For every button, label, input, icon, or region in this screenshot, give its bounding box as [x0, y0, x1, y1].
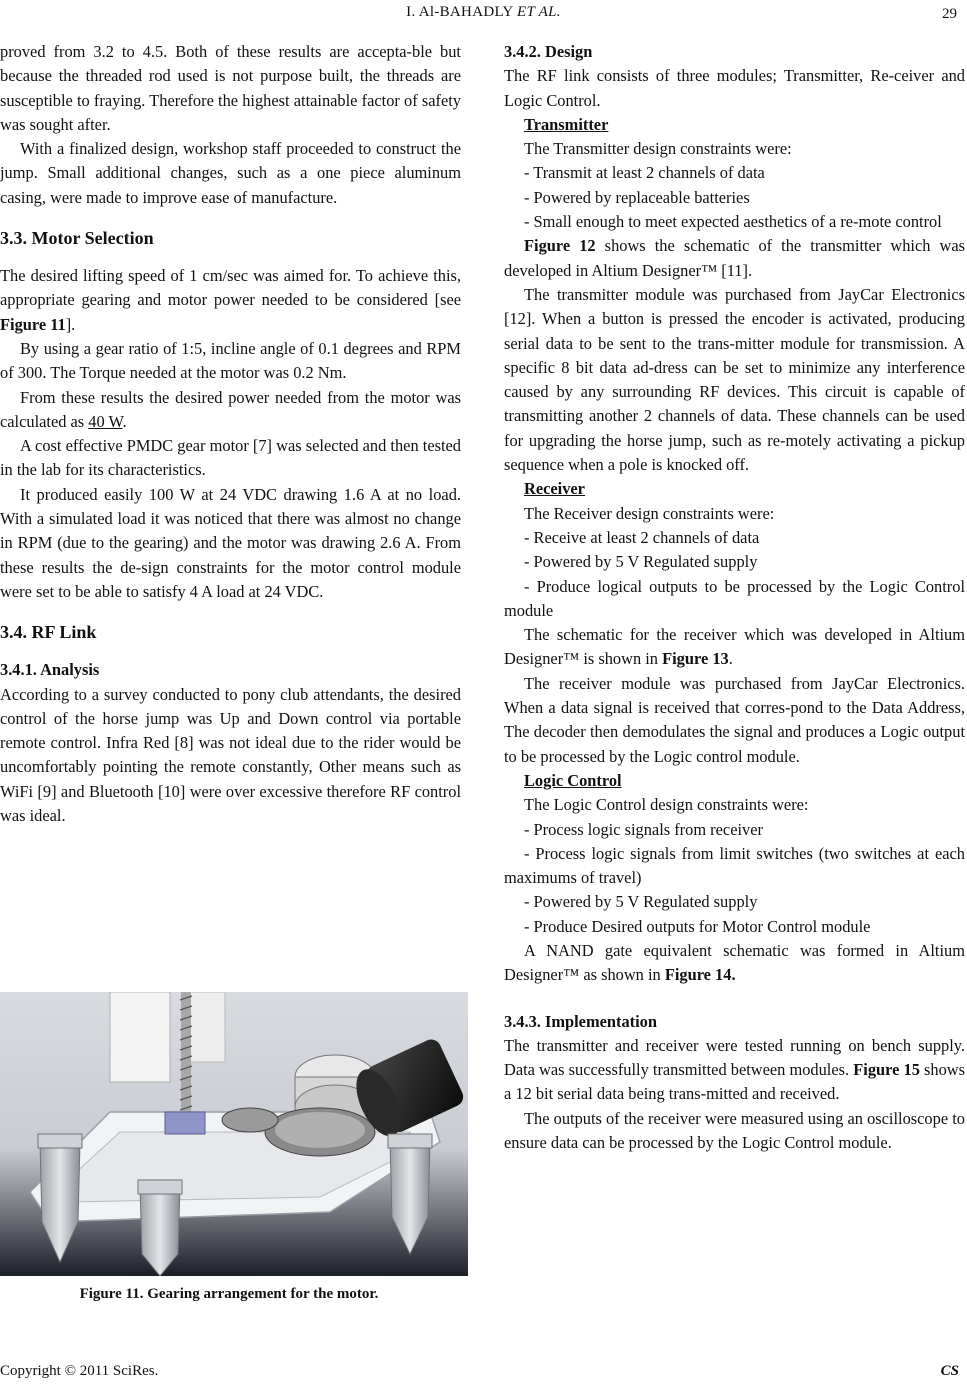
- figure-ref[interactable]: Figure 12: [524, 236, 596, 256]
- figure-ref[interactable]: Figure 11: [0, 314, 66, 334]
- subheading-transmitter: Transmitter: [524, 114, 609, 134]
- figure-ref[interactable]: Figure 15: [853, 1060, 920, 1080]
- paragraph: A NAND gate equivalent schematic was formed in Altium Designer™ as shown in Figure 14.: [504, 940, 965, 985]
- list-item: - Produce logical outputs to be processed by the Logic Control module: [504, 576, 965, 620]
- figure-11-image: [0, 992, 468, 1276]
- paragraph: By using a gear ratio of 1:5, incline angle of 0.1 degrees and RPM of 300. The Torque needed at the motor was 0.2 Nm.: [0, 338, 461, 383]
- paragraph: According to a survey conducted to pony club attendants, the desired control of the horse jump was Up and Down control via portable remote control. Infra Red [8] was not ideal due to the rider would be uncomfortably pointing the remote constantly, Other means such as WiFi [9] and Bluetooth [10] were over excessive therefore RF control was ideal.: [0, 684, 461, 826]
- list-item: - Powered by 5 V Regulated supply: [524, 892, 758, 912]
- paragraph: A cost effective PMDC gear motor [7] was selected and then tested in the lab for its characteristics.: [0, 436, 461, 480]
- subsection-heading: 3.4.3. Implementation: [504, 1011, 657, 1031]
- header-authors: I. Al-BAHADLY: [406, 4, 518, 20]
- footer: [0, 1363, 967, 1380]
- journal-abbrev: CS: [940, 1363, 959, 1379]
- list-item: - Small enough to meet expected aesthetics of a re-mote control: [524, 212, 942, 232]
- paragraph: The Logic Control design constraints were:: [524, 795, 809, 815]
- figure-ref[interactable]: Figure 14.: [664, 965, 736, 985]
- header-etal: ET AL.: [517, 4, 561, 20]
- list-item: - Process logic signals from receiver: [524, 819, 763, 839]
- paragraph: proved from 3.2 to 4.5. Both of these results are accepta-ble but because the threaded rod used is not purpose built, the threads are susceptible to fraying. Therefore the highest attainable factor of safety was sought after.: [0, 42, 461, 134]
- list-item: - Receive at least 2 channels of data: [524, 527, 760, 547]
- section-heading: 3.3. Motor Selection: [0, 228, 154, 249]
- list-item: - Powered by 5 V Regulated supply: [524, 552, 758, 572]
- subheading-logic-control: Logic Control: [524, 770, 622, 790]
- subheading-receiver: Receiver: [524, 479, 585, 499]
- list-item: - Powered by replaceable batteries: [524, 187, 750, 207]
- paragraph: Figure 12 shows the schematic of the transmitter which was developed in Altium Designer™ [11].: [504, 236, 965, 280]
- copyright: Copyright © 2011 SciRes.: [0, 1363, 159, 1379]
- figure-ref[interactable]: Figure 13: [662, 649, 729, 669]
- paragraph: The outputs of the receiver were measured using an oscilloscope to ensure data can be processed by the Logic Control module.: [504, 1108, 965, 1153]
- running-header: [0, 4, 967, 21]
- paragraph: The transmitter module was purchased from JayCar Electronics [12]. When a button is pressed the encoder is activated, producing serial data to be sent to the trans-mitter module for transmission. A specific 8 bit data ad-dress can be set to minimize any interference caused by any surrounding RF devices. This circuit is capable of transmitting another 2 channels of data. These channels can be used for upgrading the horse jump, such as re-motely activating a pickup sequence when a pole is knocked off.: [504, 284, 965, 475]
- paragraph: The Receiver design constraints were:: [524, 503, 775, 523]
- paragraph: It produced easily 100 W at 24 VDC drawing 1.6 A at no load. With a simulated load it was noticed that there was almost no change in RPM (due to the gearing) and the motor was drawing 2.6 A. From these results the de-sign constraints for the motor control module were set to be able to satisfy 4 A load at 24 VDC.: [0, 484, 461, 601]
- right-column: [504, 40, 965, 1155]
- paragraph: The RF link consists of three modules; Transmitter, Re-ceiver and Logic Control.: [504, 66, 965, 110]
- paragraph: The receiver module was purchased from JayCar Electronics. When a data signal is received that corres-pond to the Data Address, The decoder then demodulates the signal and produces a Logic output to be processed by the Logic control module.: [504, 673, 965, 766]
- paragraph: The schematic for the receiver which was developed in Altium Designer™ is shown in Figure 13.: [504, 625, 965, 669]
- page-number: 29: [942, 6, 957, 22]
- left-column: [0, 40, 461, 828]
- paragraph: From these results the desired power needed from the motor was calculated as 40 W.: [0, 387, 461, 431]
- subsection-heading: 3.4.1. Analysis: [0, 660, 100, 680]
- subsection-heading: 3.4.2. Design: [504, 42, 593, 61]
- figure-caption: Figure 11. Gearing arrangement for the motor.: [79, 1286, 379, 1302]
- list-item: - Produce Desired outputs for Motor Control module: [524, 916, 871, 936]
- section-heading: 3.4. RF Link: [0, 622, 97, 643]
- paragraph: The transmitter and receiver were tested running on bench supply. Data was successfully transmitted between modules. Figure 15 shows a 12 bit serial data being trans-mitted and received.: [504, 1035, 965, 1104]
- paragraph: With a finalized design, workshop staff proceeded to construct the jump. Small additional changes, such as a one piece aluminum casing, were made to improve ease of manufacture.: [0, 139, 461, 207]
- paragraph: The desired lifting speed of 1 cm/sec was aimed for. To achieve this, appropriate gearing and motor power needed to be considered [see Figure 11].: [0, 266, 461, 334]
- paragraph: The Transmitter design constraints were:: [524, 139, 792, 159]
- list-item: - Process logic signals from limit switches (two switches at each maximums of travel): [504, 843, 965, 888]
- list-item: - Transmit at least 2 channels of data: [524, 163, 765, 183]
